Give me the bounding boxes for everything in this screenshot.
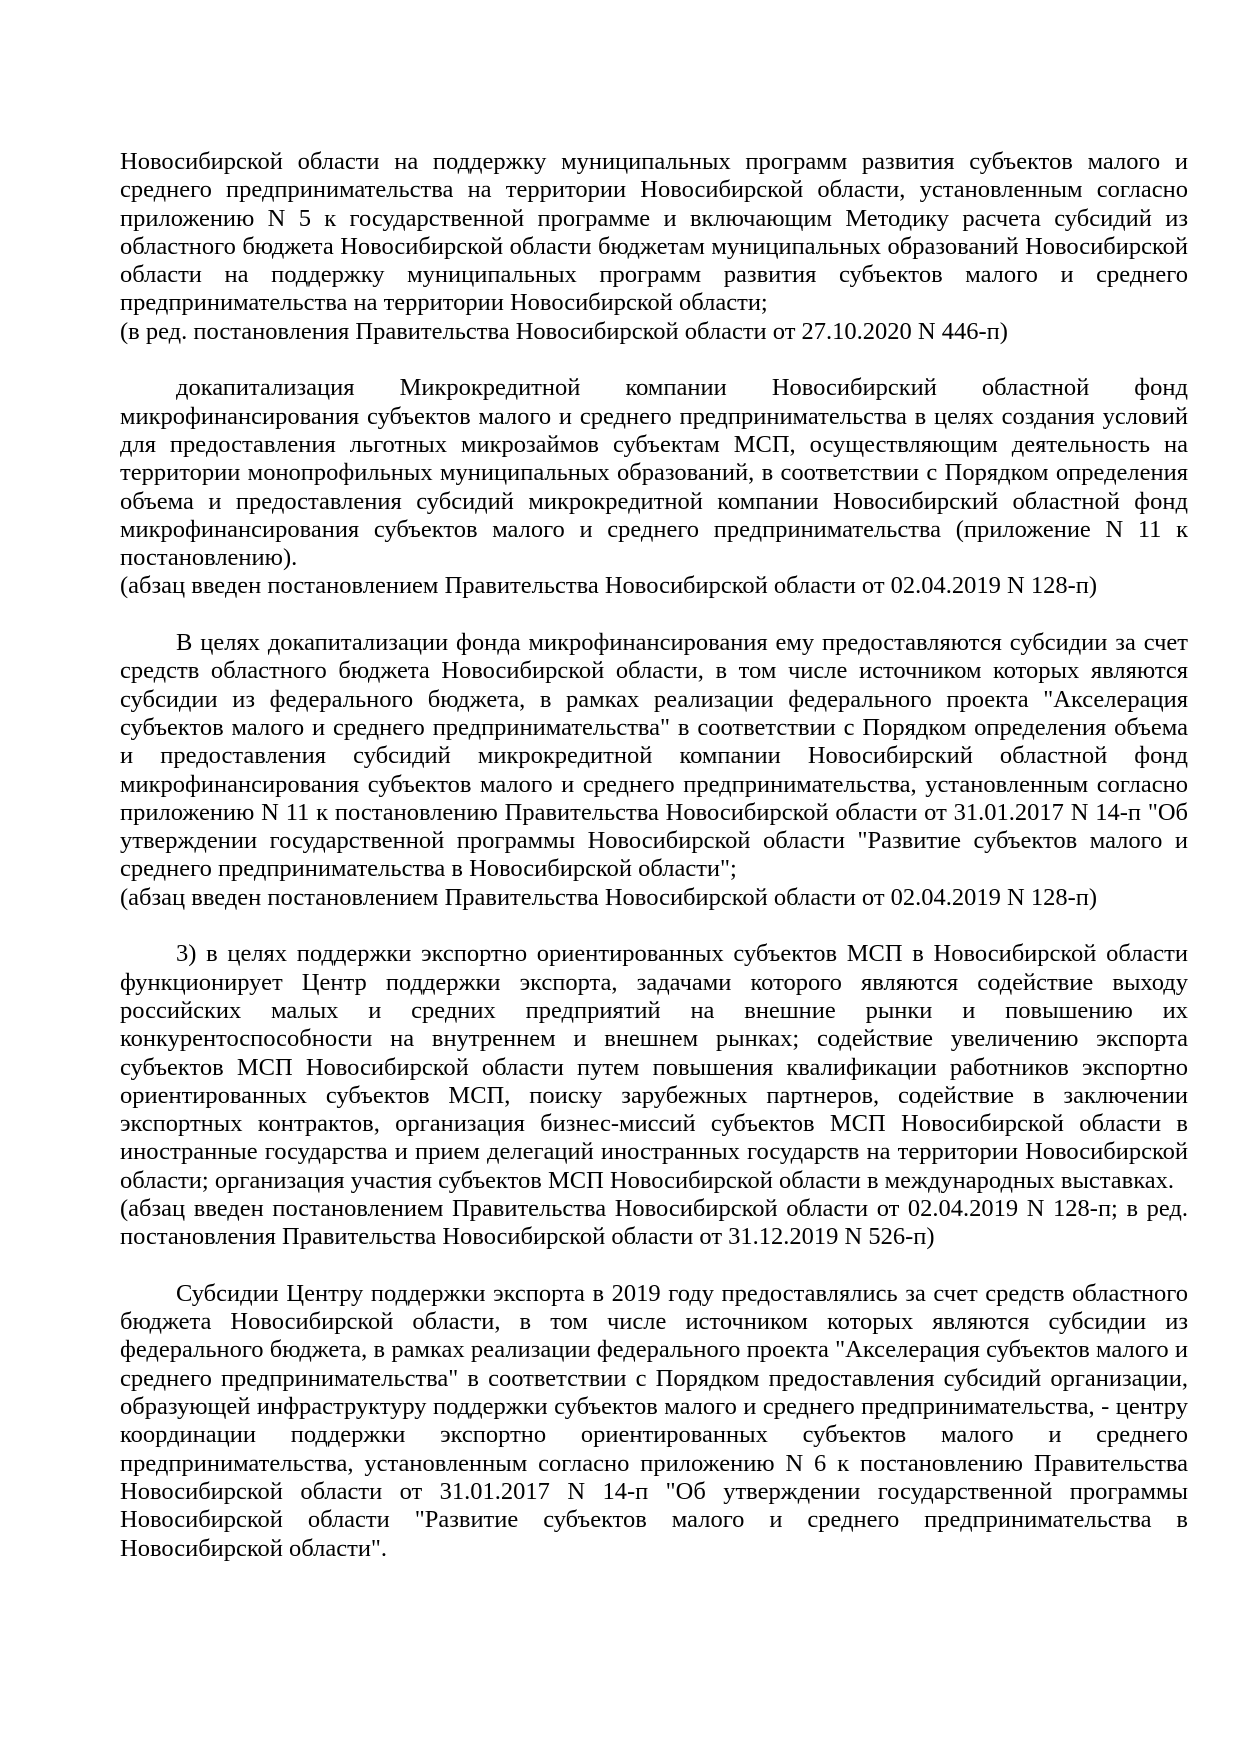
paragraph-spacer <box>120 1252 1188 1280</box>
paragraph-export-center-subsidies: Субсидии Центру поддержки экспорта в 2019 году предоставлялись за счет средств областного бюджета Новосибирской области, в том числе источником которых являются субсидии из федерального бюджета, в рамках реализации федерального проекта "Акселерация субъектов малого и среднего предпринимательства" в соответствии с Порядком предоставления субсидий организации, образующей инфраструктуру поддержки субъектов малого и среднего предпринимательства, - центру координации поддержки экспортно ориентированных субъектов малого и среднего предпринимательства, установленным согласно приложению N 6 к постановлению Правительства Новосибирской области от 31.01.2017 N 14-п "Об утверждении государственной программы Новосибирской области "Развитие субъектов малого и среднего предпринимательства в Новосибирской области". <box>120 1279 1188 1562</box>
document-page <box>120 148 1188 1563</box>
amendment-note: (абзац введен постановлением Правительства Новосибирской области от 02.04.2019 N 128-п; в ред. постановления Правительства Новосибирской области от 31.12.2019 N 526-п) <box>120 1194 1188 1251</box>
paragraph-microfinance-subsidies: В целях докапитализации фонда микрофинансирования ему предоставляются субсидии за счет средств областного бюджета Новосибирской области, в том числе источником которых являются субсидии из федерального бюджета, в рамках реализации федерального проекта "Акселерация субъектов малого и среднего предпринимательства" в соответствии с Порядком определения объема и предоставления субсидий микрокредитной компании Новосибирский областной фонд микрофинансирования субъектов малого и среднего предпринимательства, установленным согласно приложению N 11 к постановлению Правительства Новосибирской области от 31.01.2017 N 14-п "Об утверждении государственной программы Новосибирской области "Развитие субъектов малого и среднего предпринимательства в Новосибирской области"; <box>120 629 1188 883</box>
paragraph-spacer <box>120 912 1188 940</box>
amendment-note: (в ред. постановления Правительства Новосибирской области от 27.10.2020 N 446-п) <box>120 317 1008 345</box>
paragraph-export-support-center: 3) в целях поддержки экспортно ориентированных субъектов МСП в Новосибирской области функционирует Центр поддержки экспорта, задачами которого являются содействие выходу российских малых и средних предприятий на внешние рынки и повышению их конкурентоспособности на внутреннем и внешнем рынках; содействие увеличению экспорта субъектов МСП Новосибирской области путем повышения квалификации работников экспортно ориентированных субъектов МСП, поиску зарубежных партнеров, содействие в заключении экспортных контрактов, организация бизнес-миссий субъектов МСП Новосибирской области в иностранные государства и прием делегаций иностранных государств на территории Новосибирской области; организация участия субъектов МСП Новосибирской области в международных выставках. <box>120 940 1188 1194</box>
amendment-note: (абзац введен постановлением Правительства Новосибирской области от 02.04.2019 N 128-п) <box>120 883 1098 911</box>
paragraph-municipal-programs: Новосибирской области на поддержку муниципальных программ развития субъектов малого и среднего предпринимательства на территории Новосибирской области, установленным согласно приложению N 5 к государственной программе и включающим Методику расчета субсидий из областного бюджета Новосибирской области бюджетам муниципальных образований Новосибирской области на поддержку муниципальных программ развития субъектов малого и среднего предпринимательства на территории Новосибирской области; <box>120 148 1188 317</box>
paragraph-spacer <box>120 346 1188 374</box>
paragraph-spacer <box>120 601 1188 629</box>
amendment-note: (абзац введен постановлением Правительства Новосибирской области от 02.04.2019 N 128-п) <box>120 572 1098 600</box>
paragraph-microcredit-capitalization: докапитализация Микрокредитной компании Новосибирский областной фонд микрофинансирования субъектов малого и среднего предпринимательства в целях создания условий для предоставления льготных микрозаймов субъектам МСП, осуществляющим деятельность на территории монопрофильных муниципальных образований, в соответствии с Порядком определения объема и предоставления субсидий микрокредитной компании Новосибирский областной фонд микрофинансирования субъектов малого и среднего предпринимательства (приложение N 11 к постановлению). <box>120 374 1188 572</box>
